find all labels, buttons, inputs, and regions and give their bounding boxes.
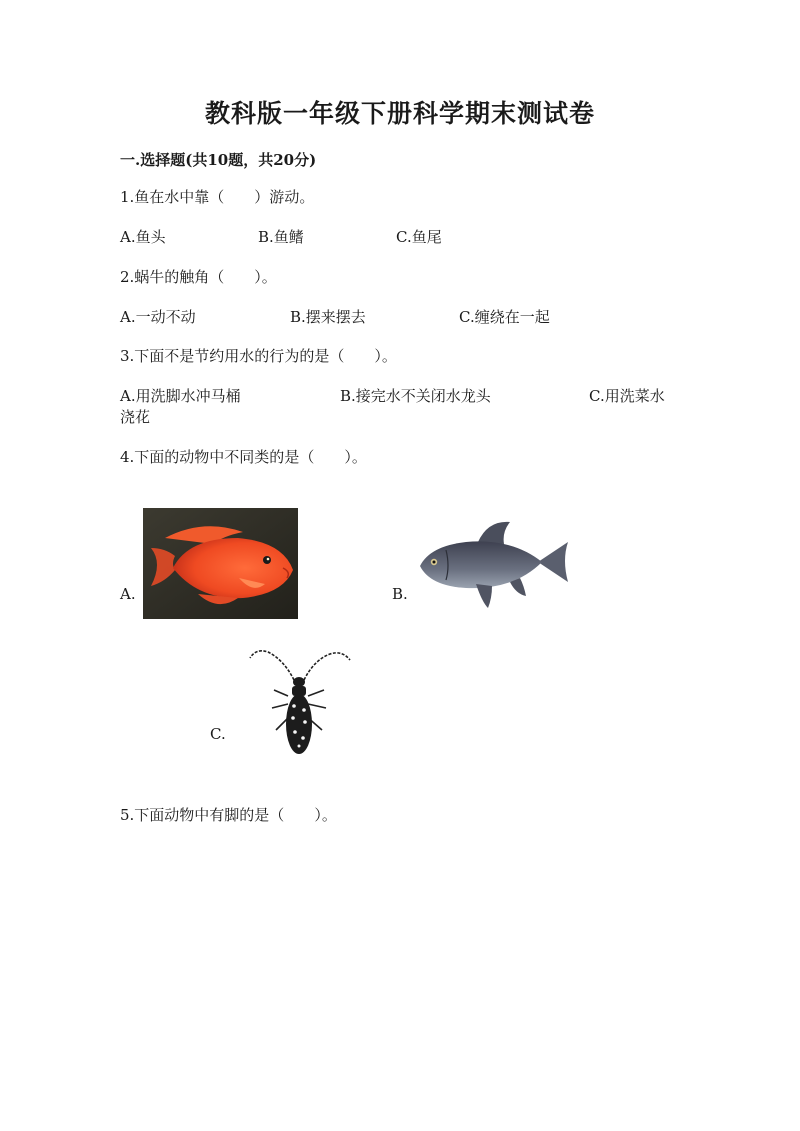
question-2-option-c: C.缠绕在一起 [459,308,550,326]
question-2-stem: 2.蜗牛的触角（ ）。 [120,268,277,286]
red-fish-image [143,508,298,619]
page-title: 教科版一年级下册科学期末测试卷 [204,99,595,128]
question-3-option-a: A.用洗脚水冲马桶 [120,387,241,405]
question-1-option-b: B.鱼鳍 [258,228,304,246]
question-4-option-b-label: B. [392,585,408,603]
red-fish-icon [143,508,298,619]
question-5-stem: 5.下面动物中有脚的是（ ）。 [120,806,337,824]
question-2-option-a: A.一动不动 [120,308,196,326]
carp-image [416,518,571,611]
question-3-option-c: C.用洗菜水 [589,387,665,405]
question-1-option-a: A.鱼头 [120,228,166,246]
carp-icon [416,518,571,611]
section-heading: 一.选择题(共10题，共20分) [120,151,317,169]
question-1-option-c: C.鱼尾 [396,228,442,246]
question-3-stem: 3.下面不是节约用水的行为的是（ ）。 [120,347,397,365]
question-4-option-c-label: C. [210,725,226,743]
question-1-stem: 1.鱼在水中靠（ ）游动。 [120,188,315,206]
question-3-option-c-continued: 浇花 [120,408,151,426]
beetle-image [244,646,354,760]
beetle-icon [244,646,354,760]
question-2-option-b: B.摆来摆去 [290,308,366,326]
question-4-option-a-label: A. [120,585,136,603]
question-4-stem: 4.下面的动物中不同类的是（ ）。 [120,448,367,466]
question-3-option-b: B.接完水不关闭水龙头 [340,387,491,405]
